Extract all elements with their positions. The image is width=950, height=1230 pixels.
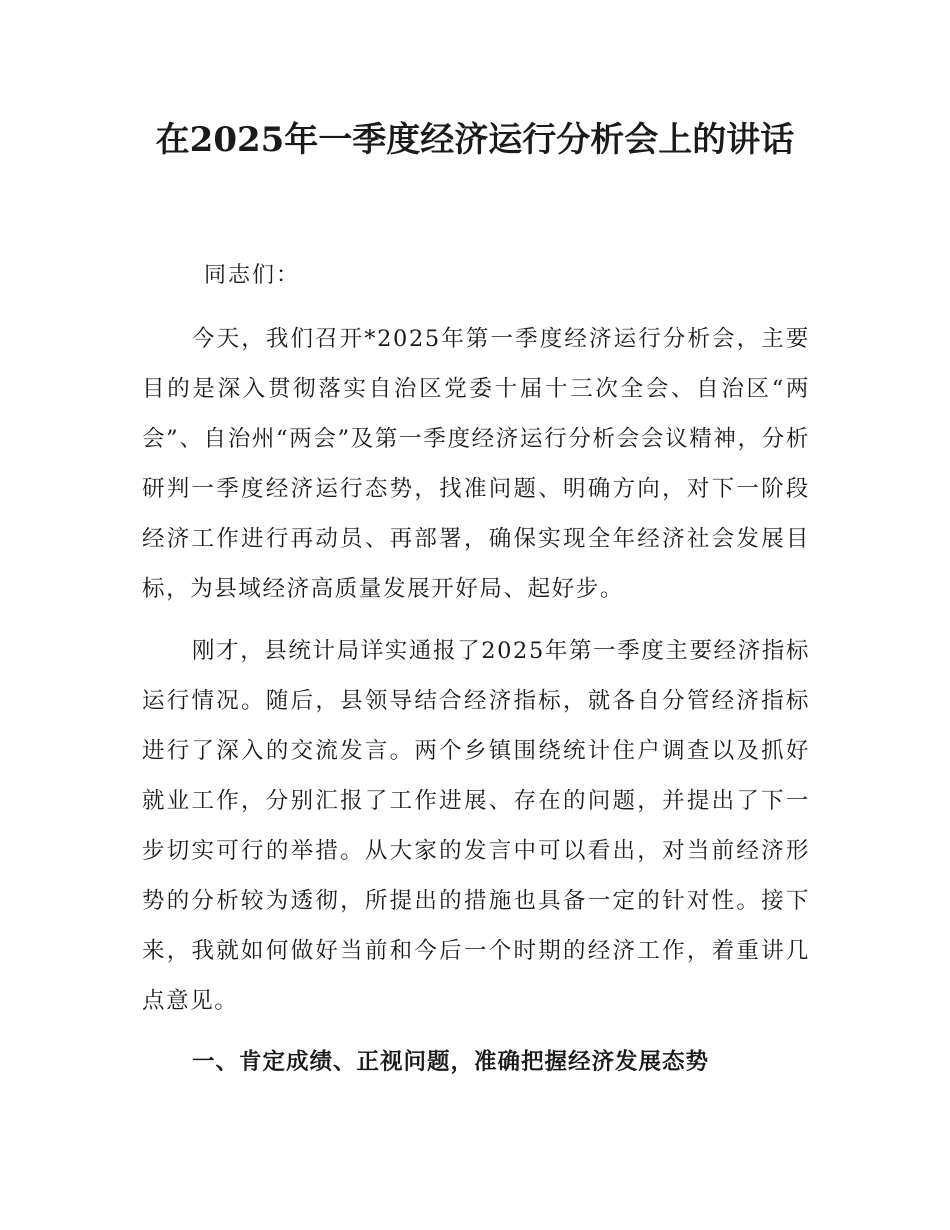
section-heading: 一、肯定成绩、正视问题，准确把握经济发展态势 — [192, 1049, 710, 1075]
document-title: 在2025年一季度经济运行分析会上的讲话 — [155, 120, 795, 160]
salutation: 同志们： — [204, 263, 301, 288]
paragraph-opening: 今天，我们召开*2025年第一季度经济运行分析会，主要目的是深入贯彻落实自治区党委十届十三次全会、自治区“两会”、自治州“两会”及第一季度经济运行分析会会议精神，分析研判一季度经济运行态势，找准问题、明确方向，对下一阶段经济工作进行再动员、再部署，确保实现全年经济社会发展目标，为县域经济高质量发展开好局、起好步。 — [142, 326, 810, 602]
paragraph-review: 刚才，县统计局详实通报了2025年第一季度主要经济指标运行情况。随后，县领导结合经济指标，就各自分管经济指标进行了深入的交流发言。两个乡镇围绕统计住户调查以及抓好就业工作，分别汇报了工作进展、存在的问题，并提出了下一步切实可行的举措。从大家的发言中可以看出，对当前经济形势的分析较为透彻，所提出的措施也具备一定的针对性。接下来，我就如何做好当前和今后一个时期的经济工作，着重讲几点意见。 — [142, 638, 810, 1014]
